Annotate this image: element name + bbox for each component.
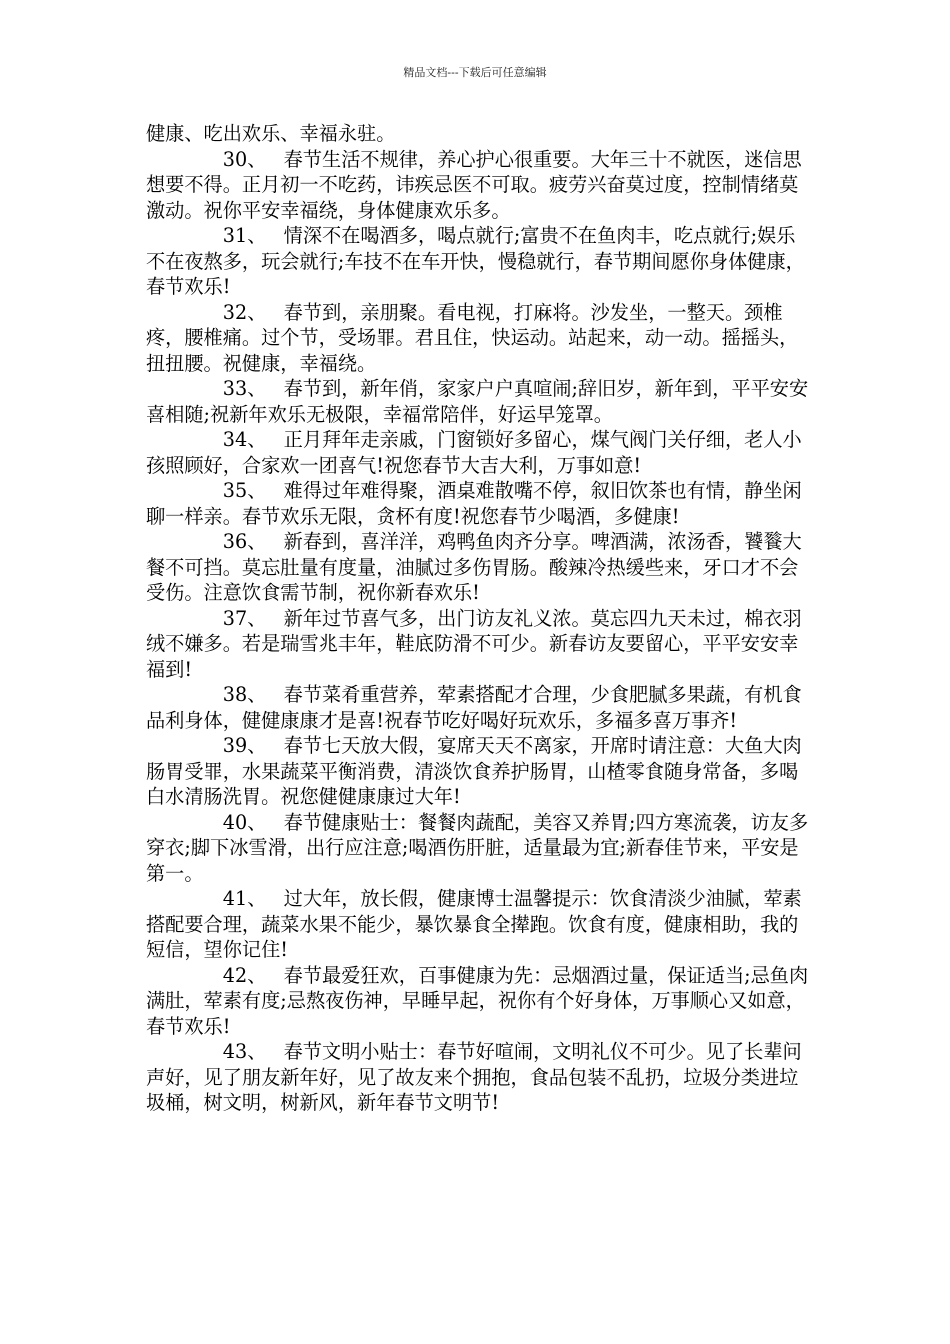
list-item: [146, 300, 810, 377]
item-text: 新年过节喜气多，出门访友礼义浓。莫忘四九天未过，棉衣羽绒不嫌多。若是瑞雪兆丰年，鞋底防滑不可少。新春访友要留心，平平安安幸福到!: [146, 606, 802, 681]
item-number: 43、: [222, 1040, 267, 1063]
item-number: 36、: [222, 530, 267, 553]
item-text: 难得过年难得聚，酒桌难散嘴不停，叙旧饮茶也有情，静坐闲聊一样亲。春节欢乐无限，贪杯有度!祝您春节少喝酒，多健康!: [146, 479, 802, 528]
item-text: 春节到，新年俏，家家户户真喧闹;辞旧岁，新年到，平平安安喜相随;祝新年欢乐无极限，幸福常陪伴，好运早笼罩。: [146, 377, 809, 426]
item-number: 30、: [222, 147, 267, 171]
item-number: 32、: [222, 300, 267, 324]
item-number: 33、: [222, 377, 267, 400]
item-text: 春节到，亲朋聚。看电视，打麻将。沙发坐，一整天。颈椎疼，腰椎痛。过个节，受场罪。君且住，快运动。站起来，动一动。摇摇头，扭扭腰。祝健康，幸福绕。: [146, 300, 799, 375]
item-text: 过大年，放长假，健康博士温馨提示：饮食清淡少油腻，荤素搭配要合理，蔬菜水果不能少，暴饮暴食全撵跑。饮食有度，健康相助，我的短信，望你记住!: [146, 887, 802, 961]
item-text: 春节菜肴重营养，荤素搭配才合理，少食肥腻多果蔬，有机食品利身体，健健康康才是喜!祝春节吃好喝好玩欢乐，多福多喜万事齐!: [146, 683, 802, 732]
item-number: 42、: [222, 963, 267, 987]
list-item: [146, 682, 810, 733]
item-text: 情深不在喝酒多，喝点就行;富贵不在鱼肉丰，吃点就行;娱乐不在夜熬多，玩会就行;车技不在车开快，慢稳就行，春节期间愿你身体健康，春节欢乐!: [146, 224, 805, 298]
page-header: [0, 66, 950, 80]
item-text: 春节七天放大假，宴席天天不离家，开席时请注意：大鱼大肉肠胃受罪，水果蔬菜平衡消费，清淡饮食养护肠胃，山楂零食随身常备，多喝白水清肠洗胃。祝您健健康康过大年!: [146, 734, 802, 808]
lead-paragraph: 健康、吃出欢乐、幸福永驻。: [146, 122, 396, 145]
item-number: 39、: [222, 734, 267, 757]
list-item: [146, 376, 810, 427]
list-item: [146, 223, 810, 300]
item-text: 春节最爱狂欢，百事健康为先：忌烟酒过量，保证适当;忌鱼肉满肚，荤素有度;忌熬夜伤神，早睡早起，祝你有个好身体，万事顺心又如意，春节欢乐!: [146, 963, 809, 1038]
list-item: [146, 606, 810, 683]
list-item: [146, 886, 810, 963]
list-item: [146, 1039, 810, 1116]
item-number: 34、: [222, 428, 267, 451]
list-item: [146, 963, 810, 1040]
list-item: [146, 478, 810, 529]
item-text: 新春到，喜洋洋，鸡鸭鱼肉齐分享。啤酒满，浓汤香，饕餮大餐不可挡。莫忘肚量有度量，油腻过多伤胃肠。酸辣冷热缓些来，牙口才不会受伤。注意饮食需节制，祝你新春欢乐!: [146, 530, 802, 604]
item-number: 31、: [222, 224, 267, 247]
list-item: [146, 147, 810, 224]
list-item: [146, 810, 810, 887]
list-item: [146, 427, 810, 478]
list-item: [146, 733, 810, 810]
header-text: 精品文档---下载后可任意编辑: [403, 66, 547, 79]
item-number: 37、: [222, 606, 267, 630]
item-text: 春节健康贴士：餐餐肉蔬配，美容又养胃;四方寒流袭，访友多穿衣;脚下冰雪滑，出行应注意;喝酒伤肝脏，适量最为宜;新春佳节来，平安是第一。: [146, 810, 809, 885]
item-number: 38、: [222, 683, 267, 706]
item-number: 41、: [222, 887, 267, 910]
item-text: 正月拜年走亲戚，门窗锁好多留心，煤气阀门关仔细，老人小孩照顾好，合家欢一团喜气!祝您春节大吉大利，万事如意!: [146, 428, 802, 477]
item-text: 春节生活不规律，养心护心很重要。大年三十不就医，迷信思想要不得。正月初一不吃药，讳疾忌医不可取。疲劳兴奋莫过度，控制情绪莫激动。祝你平安幸福绕，身体健康欢乐多。: [146, 147, 802, 222]
item-number: 35、: [222, 479, 267, 502]
document-body: [146, 121, 810, 1116]
item-number: 40、: [222, 810, 267, 834]
item-text: 春节文明小贴士：春节好喧闹，文明礼仪不可少。见了长辈问声好，见了朋友新年好，见了故友来个拥抱，食品包装不乱扔，垃圾分类进垃圾桶，树文明，树新风，新年春节文明节!: [146, 1040, 802, 1114]
list-item: [146, 529, 810, 606]
